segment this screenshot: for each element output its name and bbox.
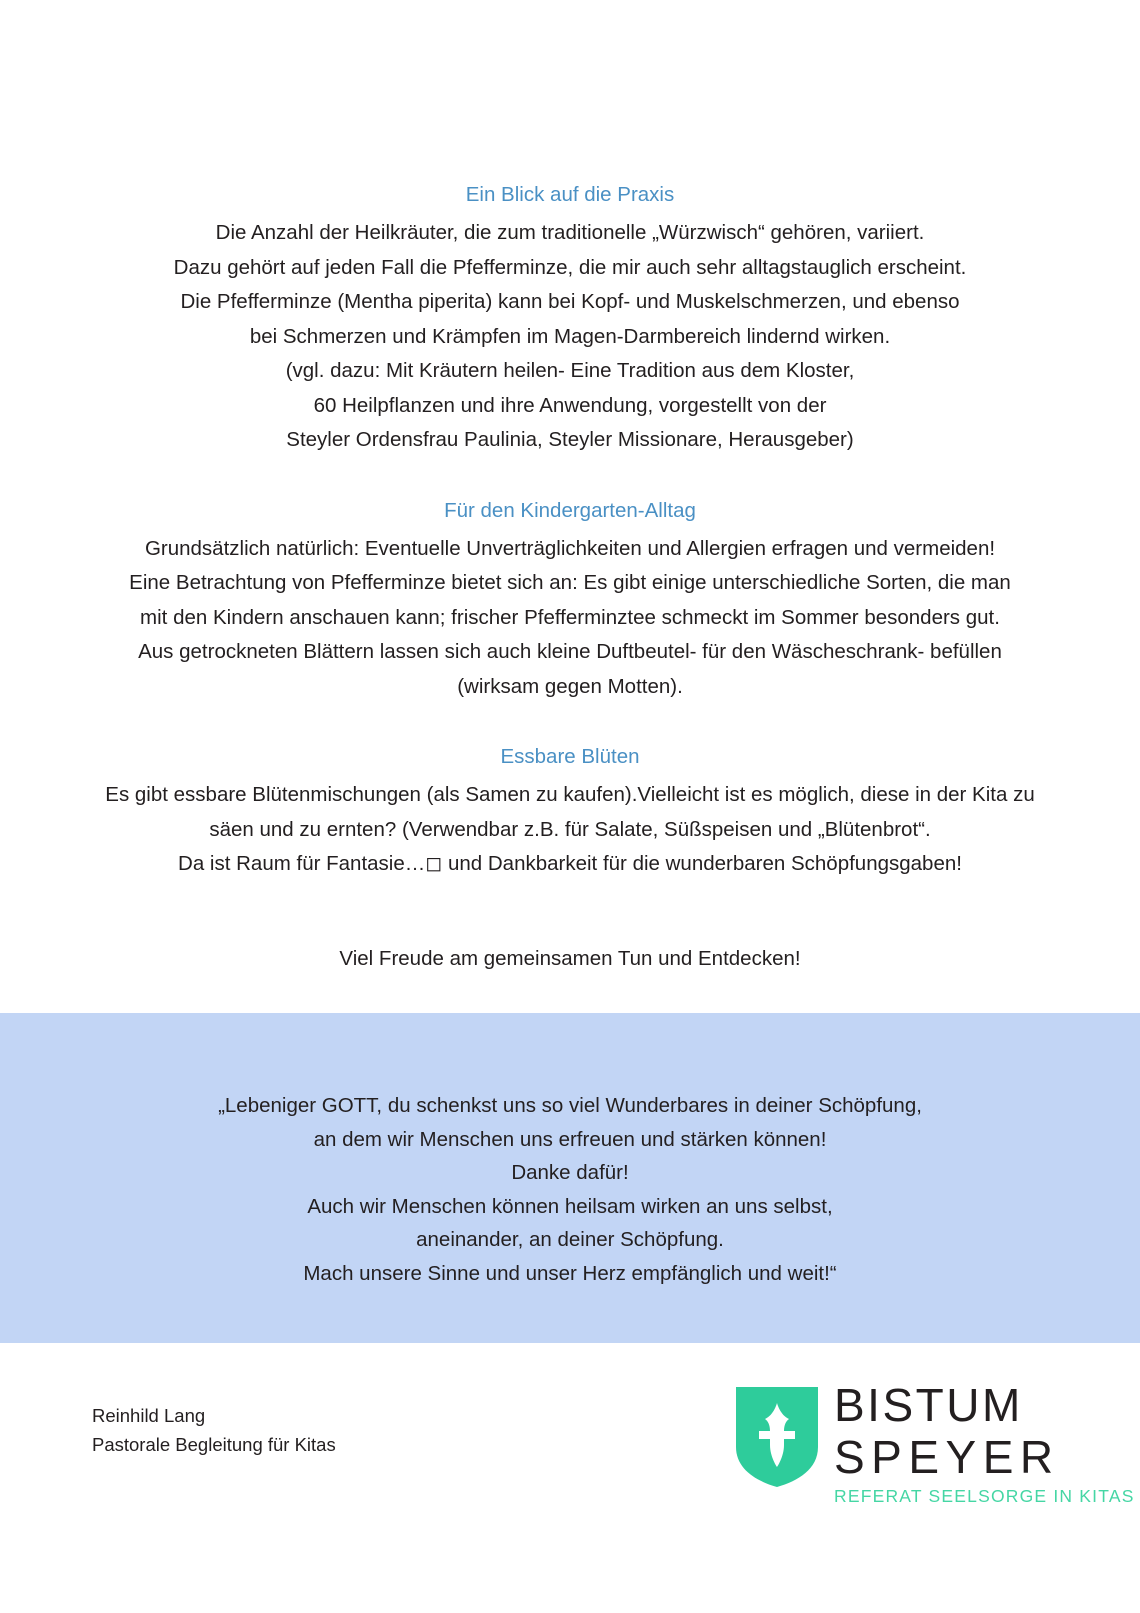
section-praxis [70, 178, 1070, 458]
paragraph-line: Die Anzahl der Heilkräuter, die zum traditionelle „Würzwisch“ gehören, variiert. [215, 221, 925, 244]
paragraph-line: Dazu gehört auf jeden Fall die Pfefferminze, die mir auch sehr alltagstauglich erscheint. [173, 255, 967, 279]
prayer-line: „Lebeniger GOTT, du schenkst uns so viel Wunderbares in deiner Schöpfung, [218, 1094, 922, 1117]
author-block [92, 1401, 336, 1459]
paragraph-line: (vgl. dazu: Mit Kräutern heilen- Eine Tradition aus dem Kloster, [285, 359, 855, 382]
prayer-line: Auch wir Menschen können heilsam wirken an uns selbst, [307, 1194, 833, 1218]
prayer-line: Mach unsere Sinne und unser Herz empfänglich und weit!“ [303, 1261, 837, 1285]
prayer-line: aneinander, an deiner Schöpfung. [416, 1228, 724, 1251]
paragraph-line: Aus getrockneten Blättern lassen sich auch kleine Duftbeutel- für den Wäscheschrank- befüllen [138, 640, 1002, 663]
section-heading-praxis: Ein Blick auf die Praxis [465, 183, 675, 206]
paragraph-line: mit den Kindern anschauen kann; frischer Pfefferminztee schmeckt im Sommer besonders gut. [140, 605, 1000, 629]
paragraph-line: Es gibt essbare Blütenmischungen (als Samen zu kaufen).Vielleicht ist es möglich, diese in der Kita zu [105, 783, 1035, 806]
logo-wordmark [834, 1379, 1135, 1509]
paragraph-line: Grundsätzlich natürlich: Eventuelle Unverträglichkeiten und Allergien erfragen und vermeiden! [144, 536, 996, 560]
logo-line-speyer: SPEYER [834, 1431, 1060, 1483]
closing-line: Viel Freude am gemeinsamen Tun und Entdecken! [339, 946, 801, 970]
section-essbare-blueten [70, 740, 1070, 882]
section-kindergarten-alltag [70, 494, 1070, 705]
author-name: Reinhild Lang [92, 1405, 206, 1426]
paragraph-line: Die Pfefferminze (Mentha piperita) kann bei Kopf- und Muskelschmerzen, und ebenso [180, 290, 960, 313]
paragraph-line: Eine Betrachtung von Pfefferminze bietet sich an: Es gibt einige unterschiedliche Sorten, die man [129, 571, 1011, 594]
prayer-text [0, 1013, 1140, 1290]
prayer-band [0, 1013, 1140, 1343]
paragraph-line: (wirksam gegen Motten). [457, 674, 683, 698]
paragraph-line: Steyler Ordensfrau Paulinia, Steyler Missionare, Herausgeber) [286, 428, 854, 451]
section-spacer [70, 458, 1070, 494]
prayer-line: Danke dafür! [511, 1161, 629, 1184]
section-spacer [70, 704, 1070, 740]
paragraph-line: Da ist Raum für Fantasie…◻ und Dankbarkeit für die wunderbaren Schöpfungsgaben! [178, 852, 962, 875]
section-body-praxis [70, 216, 1070, 458]
section-body-essbare-blueten [70, 778, 1070, 882]
section-heading-essbare-blueten: Essbare Blüten [500, 745, 640, 768]
bistum-speyer-logo [734, 1379, 1135, 1539]
section-body-kindergarten-alltag [70, 532, 1070, 705]
paragraph-line: bei Schmerzen und Krämpfen im Magen-Darmbereich lindernd wirken. [249, 324, 891, 348]
paragraph-line: 60 Heilpflanzen und ihre Anwendung, vorgestellt von der [313, 393, 827, 417]
prayer-line: an dem wir Menschen uns erfreuen und stärken können! [313, 1127, 827, 1151]
paragraph-line: säen und zu ernten? (Verwendbar z.B. für Salate, Süßspeisen und „Blütenbrot“. [209, 817, 931, 841]
logo-subtitle: REFERAT SEELSORGE IN KITAS [834, 1486, 1135, 1506]
document-footer [0, 1343, 1140, 1613]
shield-cross-icon [734, 1385, 820, 1489]
author-role: Pastorale Begleitung für Kitas [92, 1434, 336, 1455]
logo-line-bistum: BISTUM [834, 1379, 1023, 1431]
section-heading-kindergarten-alltag: Für den Kindergarten-Alltag [444, 498, 696, 522]
